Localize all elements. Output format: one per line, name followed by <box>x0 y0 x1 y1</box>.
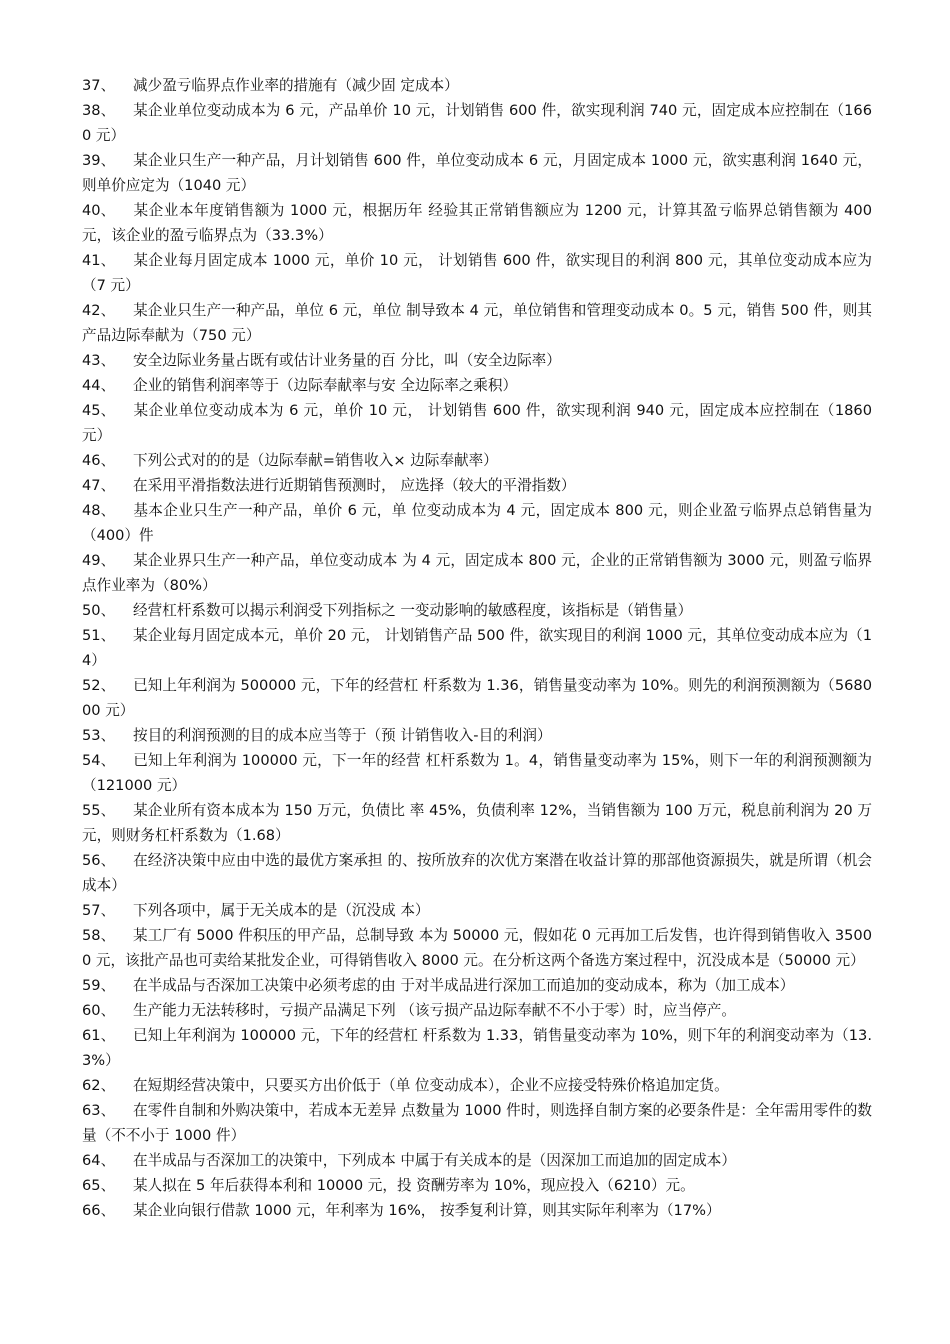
question-number: 64、 <box>82 1152 116 1169</box>
question-item <box>82 923 872 973</box>
question-number: 63、 <box>82 1102 116 1119</box>
question-item <box>82 148 872 198</box>
question-text: 下列各项中，属于无关成本的是（沉没成 本） <box>133 902 430 919</box>
question-number: 54、 <box>82 752 116 769</box>
document-page <box>82 73 872 1223</box>
question-item <box>82 598 872 623</box>
question-number: 55、 <box>82 802 116 819</box>
question-number: 43、 <box>82 352 116 369</box>
question-item <box>82 748 872 798</box>
question-item <box>82 898 872 923</box>
question-number: 59、 <box>82 977 116 994</box>
question-text: 基本企业只生产一种产品，单价 6 元，单 位变动成本为 4 元，固定成本 800 元，则企业盈亏临界点总销售量为（400）件 <box>82 502 872 544</box>
question-item <box>82 98 872 148</box>
question-number: 60、 <box>82 1002 116 1019</box>
question-number: 44、 <box>82 377 116 394</box>
question-text: 已知上年利润为 500000 元，下年的经营杠 杆系数为 1.36，销售量变动率为 10%。则先的利润预测额为（568000 元） <box>82 677 872 719</box>
question-item <box>82 723 872 748</box>
question-text: 某工厂有 5000 件积压的甲产品，总制导致 本为 50000 元，假如花 0 元再加工后发售，也许得到销售收入 35000 元，该批产品也可卖给某批发企业，可得销售收入 8000 元。在分析这两个备选方案过程中，沉没成本是（50000 元） <box>82 927 872 969</box>
question-text: 已知上年利润为 100000 元，下年的经营杠 杆系数为 1.33，销售量变动率为 10%，则下年的利润变动率为（13.3%） <box>82 1027 872 1069</box>
question-number: 53、 <box>82 727 116 744</box>
question-item <box>82 473 872 498</box>
question-item <box>82 498 872 548</box>
question-number: 37、 <box>82 77 116 94</box>
question-item <box>82 998 872 1023</box>
question-number: 49、 <box>82 552 116 569</box>
question-number: 51、 <box>82 627 116 644</box>
question-text: 按目的利润预测的目的成本应当等于（预 计销售收入-目的利润） <box>133 727 552 744</box>
question-text: 下列公式对的的是（边际奉献=销售收入× 边际奉献率） <box>133 452 498 469</box>
question-text: 某企业每月固定成本元，单价 20 元， 计划销售产品 500 件，欲实现目的利润 1000 元，其单位变动成本应为（14） <box>82 627 872 669</box>
question-item <box>82 198 872 248</box>
question-item <box>82 848 872 898</box>
question-item <box>82 1173 872 1198</box>
question-item <box>82 248 872 298</box>
question-number: 56、 <box>82 852 116 869</box>
question-text: 在零件自制和外购决策中，若成本无差异 点数量为 1000 件时，则选择自制方案的必要条件是：全年需用零件的数量（不不小于 1000 件） <box>82 1102 872 1144</box>
question-number: 62、 <box>82 1077 116 1094</box>
question-number: 58、 <box>82 927 116 944</box>
question-number: 48、 <box>82 502 116 519</box>
question-text: 减少盈亏临界点作业率的措施有（减少固 定成本） <box>133 77 459 94</box>
question-text: 在经济决策中应由中选的最优方案承担 的、按所放弃的次优方案潜在收益计算的那部他资源损失，就是所谓（机会成本） <box>82 852 872 894</box>
question-item <box>82 548 872 598</box>
question-number: 57、 <box>82 902 116 919</box>
question-item <box>82 398 872 448</box>
question-text: 某企业只生产一种产品，单位 6 元，单位 制导致本 4 元，单位销售和管理变动成本 0。5 元，销售 500 件，则其产品边际奉献为（750 元） <box>82 302 872 344</box>
question-item <box>82 373 872 398</box>
question-item <box>82 348 872 373</box>
question-text: 在短期经营决策中，只要买方出价低于（单 位变动成本），企业不应接受特殊价格追加定货。 <box>133 1077 729 1094</box>
question-text: 某企业每月固定成本 1000 元，单价 10 元， 计划销售 600 件，欲实现目的利润 800 元，其单位变动成本应为（7 元） <box>82 252 872 294</box>
question-text: 在半成品与否深加工决策中必须考虑的由 于对半成品进行深加工而追加的变动成本，称为（加工成本） <box>133 977 795 994</box>
question-item <box>82 73 872 98</box>
question-number: 50、 <box>82 602 116 619</box>
question-number: 47、 <box>82 477 116 494</box>
question-number: 41、 <box>82 252 116 269</box>
question-text: 安全边际业务量占既有或估计业务量的百 分比，叫（安全边际率） <box>133 352 561 369</box>
question-number: 38、 <box>82 102 116 119</box>
question-number: 42、 <box>82 302 116 319</box>
question-item <box>82 298 872 348</box>
question-number: 52、 <box>82 677 116 694</box>
question-number: 46、 <box>82 452 116 469</box>
question-text: 某企业单位变动成本为 6 元，单价 10 元， 计划销售 600 件，欲实现利润 940 元，固定成本应控制在（1860 元） <box>82 402 872 444</box>
question-number: 65、 <box>82 1177 116 1194</box>
question-text: 生产能力无法转移时，亏损产品满足下列 （该亏损产品边际奉献不不小于零）时，应当停产。 <box>133 1002 736 1019</box>
question-item <box>82 1073 872 1098</box>
question-item <box>82 623 872 673</box>
question-item <box>82 448 872 473</box>
question-text: 某企业界只生产一种产品，单位变动成本 为 4 元，固定成本 800 元，企业的正常销售额为 3000 元，则盈亏临界点作业率为（80%） <box>82 552 872 594</box>
question-text: 经营杠杆系数可以揭示利润受下列指标之 一变动影响的敏感程度，该指标是（销售量） <box>133 602 693 619</box>
question-text: 某企业单位变动成本为 6 元，产品单价 10 元，计划销售 600 件，欲实现利润 740 元，固定成本应控制在（1660 元） <box>82 102 872 144</box>
question-number: 66、 <box>82 1202 116 1219</box>
question-text: 某企业向银行借款 1000 元，年利率为 16%， 按季复利计算，则其实际年利率为（17%） <box>133 1202 721 1219</box>
question-text: 在半成品与否深加工的决策中，下列成本 中属于有关成本的是（因深加工而追加的固定成本） <box>133 1152 736 1169</box>
question-text: 企业的销售利润率等于（边际奉献率与安 全边际率之乘积） <box>133 377 518 394</box>
question-item <box>82 1098 872 1148</box>
question-number: 39、 <box>82 152 116 169</box>
question-number: 61、 <box>82 1027 116 1044</box>
question-number: 40、 <box>82 202 116 219</box>
question-item <box>82 1148 872 1173</box>
question-number: 45、 <box>82 402 116 419</box>
question-item <box>82 673 872 723</box>
question-text: 某人拟在 5 年后获得本利和 10000 元，投 资酬劳率为 10%，现应投入（6210）元。 <box>133 1177 695 1194</box>
question-item <box>82 1023 872 1073</box>
question-text: 已知上年利润为 100000 元，下一年的经营 杠杆系数为 1。4，销售量变动率为 15%，则下一年的利润预测额为（121000 元） <box>82 752 872 794</box>
question-item <box>82 1198 872 1223</box>
question-text: 某企业只生产一种产品，月计划销售 600 件，单位变动成本 6 元，月固定成本 1000 元，欲实惠利润 1640 元，则单价应定为（1040 元） <box>82 152 872 194</box>
question-text: 在采用平滑指数法进行近期销售预测时， 应选择（较大的平滑指数） <box>133 477 576 494</box>
question-text: 某企业所有资本成本为 150 万元，负债比 率 45%，负债利率 12%，当销售额为 100 万元，税息前利润为 20 万元，则财务杠杆系数为（1.68） <box>82 802 872 844</box>
question-item <box>82 973 872 998</box>
question-item <box>82 798 872 848</box>
question-text: 某企业本年度销售额为 1000 元，根据历年 经验其正常销售额应为 1200 元，计算其盈亏临界总销售额为 400 元，该企业的盈亏临界点为（33.3%） <box>82 202 872 244</box>
